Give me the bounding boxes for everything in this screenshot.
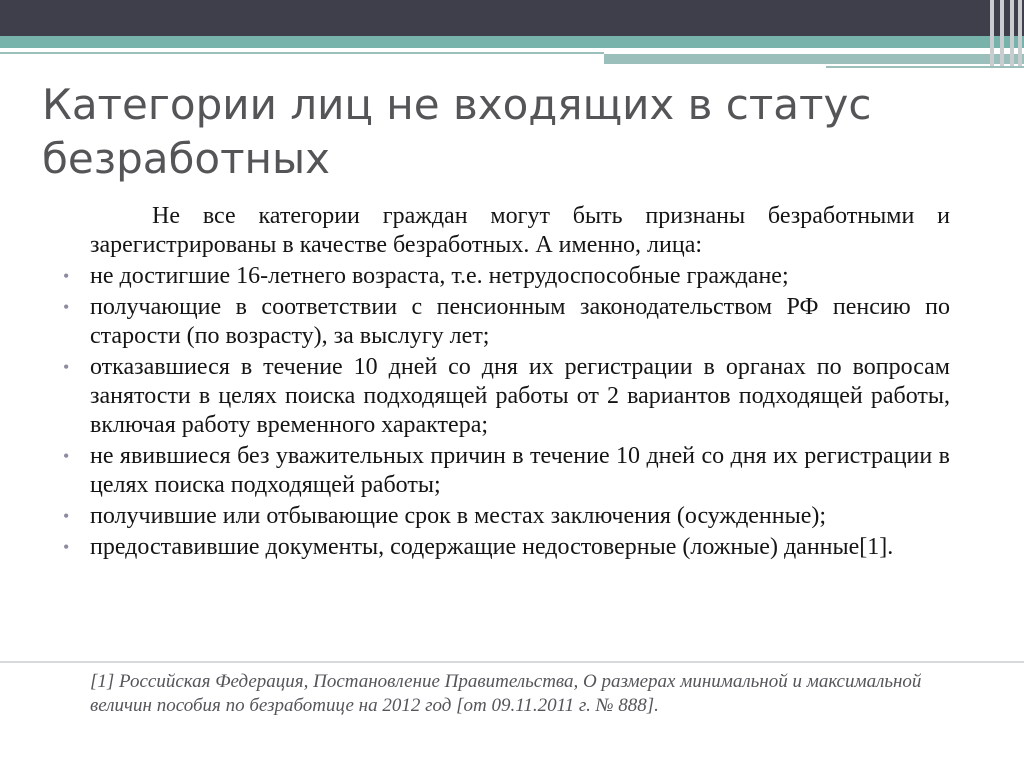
list-item <box>63 353 950 440</box>
slide-title: Категории лиц не входящих в статус безработных <box>42 80 872 183</box>
bullet-icon: • <box>63 357 70 377</box>
list-item-text: получившие или отбывающие срок в местах заключения (осужденные); <box>90 503 827 529</box>
corner-stripe <box>1018 0 1022 66</box>
corner-stripe <box>990 0 994 66</box>
corner-stripe <box>1000 0 1004 66</box>
intro-paragraph: Не все категории граждан могут быть признаны безработными и зарегистрированы в качестве безработных. А именно, лица: <box>90 203 950 258</box>
accent-line <box>0 52 604 54</box>
bullet-icon: • <box>63 266 70 286</box>
list-item <box>63 533 950 562</box>
list-item <box>63 502 950 531</box>
list-item-text: не достигшие 16-летнего возраста, т.е. нетрудоспособные граждане; <box>90 263 789 289</box>
bullet-list <box>63 262 950 562</box>
footnote: [1] Российская Федерация, Постановление Правительства, О размерах минимальной и максимальной величин пособия по безработице на 2012 год [от 09.11.2011 г. № 888]. <box>90 671 922 716</box>
bullet-icon: • <box>63 297 70 317</box>
top-decor-bar <box>0 0 1024 36</box>
accent-line <box>604 54 1024 64</box>
list-item <box>63 262 950 291</box>
accent-line <box>826 66 1024 68</box>
list-item-text: предоставившие документы, содержащие недостоверные (ложные) данные[1]. <box>90 534 894 560</box>
list-item <box>63 442 950 500</box>
list-item-text: отказавшиеся в течение 10 дней со дня их регистрации в органах по вопросам занятости в целях поиска подходящей работы от 2 вариантов подходящей работы, включая работу временного характера; <box>90 354 950 438</box>
bullet-icon: • <box>63 446 70 466</box>
bullet-icon: • <box>63 506 70 526</box>
slide-body <box>63 202 950 564</box>
corner-stripe <box>1010 0 1014 66</box>
list-item-text: получающие в соответствии с пенсионным законодательством РФ пенсию по старости (по возрасту), за выслугу лет; <box>90 294 950 349</box>
accent-band <box>0 36 1024 48</box>
bullet-icon: • <box>63 537 70 557</box>
list-item <box>63 293 950 351</box>
list-item-text: не явившиеся без уважительных причин в течение 10 дней со дня их регистрации в целях поиска подходящей работы; <box>90 443 950 498</box>
footnote-divider <box>0 661 1024 663</box>
